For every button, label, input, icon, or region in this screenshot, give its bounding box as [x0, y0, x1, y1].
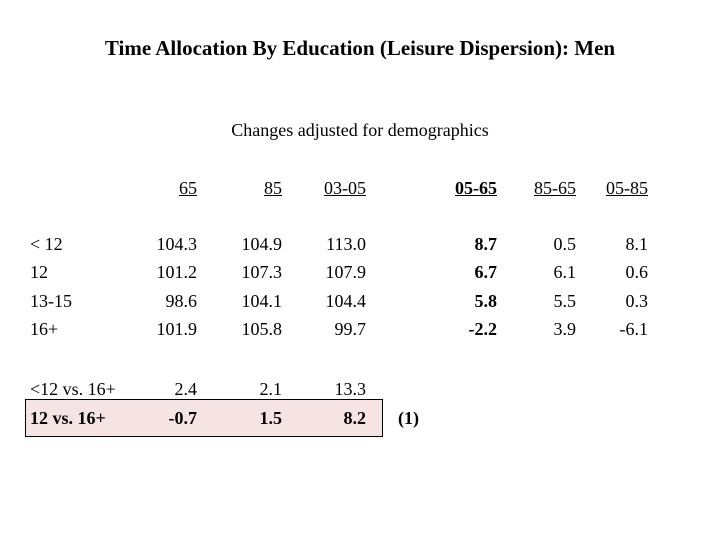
row-label: 13-15 [30, 291, 72, 311]
table-cell: 0.5 [553, 234, 576, 254]
page-title: Time Allocation By Education (Leisure Dispersion): Men [104, 36, 616, 60]
column-header-0: 65 [179, 178, 197, 198]
table-cell: 99.7 [334, 319, 366, 339]
row-label: < 12 [30, 234, 63, 254]
table-cell: 104.4 [325, 291, 366, 311]
column-header-3: 05-65 [455, 178, 497, 198]
page-subtitle: Changes adjusted for demographics [231, 120, 489, 140]
comparison-cell: 8.2 [343, 408, 366, 428]
table-cell: 101.9 [156, 319, 197, 339]
column-header-4: 85-65 [534, 178, 576, 198]
table-cell: 105.8 [241, 319, 282, 339]
table-cell: 5.5 [553, 291, 576, 311]
table-cell: 113.0 [326, 234, 366, 254]
comparison-cell: 13.3 [334, 379, 366, 399]
table-cell: 8.7 [474, 234, 497, 254]
column-header-5: 05-85 [606, 178, 648, 198]
table-cell: 6.7 [474, 262, 497, 282]
comparison-cell: -0.7 [168, 408, 197, 428]
column-header-1: 85 [264, 178, 282, 198]
table-cell: 8.1 [625, 234, 648, 254]
comparison-cell: 1.5 [259, 408, 282, 428]
table-cell: 0.6 [625, 262, 648, 282]
table-cell: 104.1 [241, 291, 282, 311]
comparison-cell: 2.4 [174, 379, 197, 399]
table-cell: 101.2 [156, 262, 197, 282]
table-cell: 98.6 [165, 291, 197, 311]
table-cell: -2.2 [468, 319, 497, 339]
table-cell: 104.3 [156, 234, 197, 254]
table-cell: 0.3 [625, 291, 648, 311]
table-cell: 3.9 [553, 319, 576, 339]
row-label: 12 [30, 262, 48, 282]
row-label: 16+ [30, 319, 59, 339]
table-cell: 6.1 [553, 262, 576, 282]
comparison-label: 12 vs. 16+ [30, 408, 106, 428]
table-cell: 107.9 [325, 262, 366, 282]
comparison-label: <12 vs. 16+ [30, 379, 116, 399]
table-cell: 107.3 [241, 262, 282, 282]
table-cell: 104.9 [241, 234, 282, 254]
comparison-cell: 2.1 [259, 379, 282, 399]
footnote-marker: (1) [398, 408, 419, 428]
table-cell: 5.8 [474, 291, 497, 311]
table-cell: -6.1 [619, 319, 648, 339]
column-header-2: 03-05 [324, 178, 366, 198]
